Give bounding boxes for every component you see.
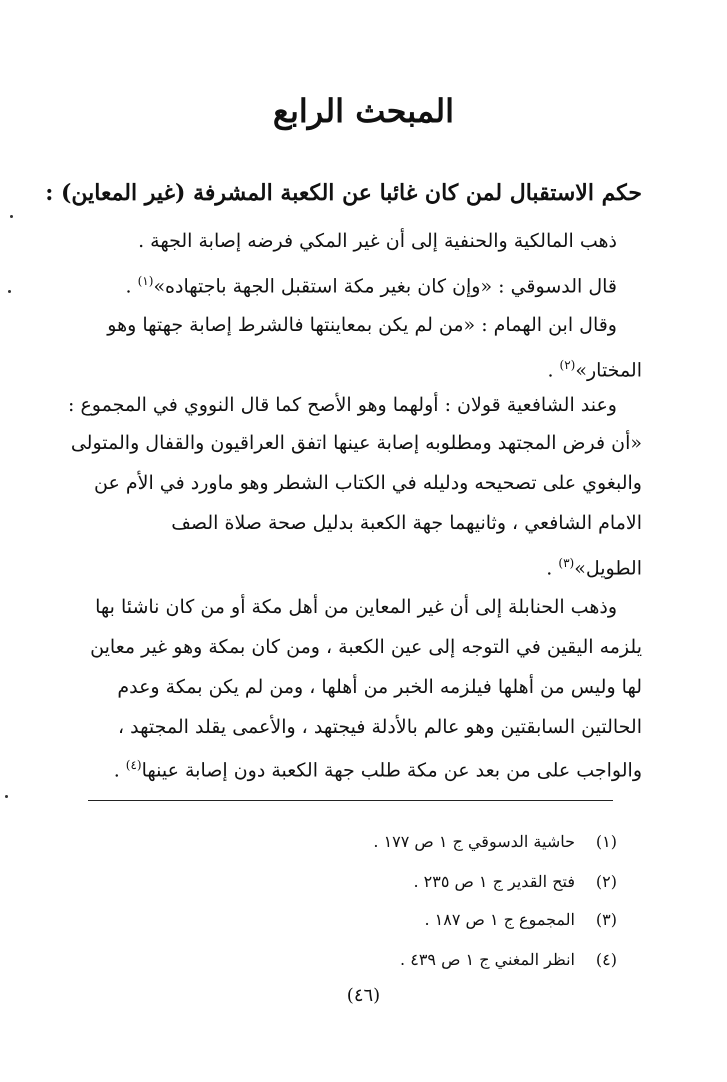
body-line-text: المختار» <box>575 359 642 382</box>
page-number: (٤٦) <box>346 985 381 1006</box>
footnote-text: انظر المغني ج ١ ص ٤٣٩ . <box>400 950 575 969</box>
body-line: وعند الشافعية قولان : أولهما وهو الأصح كما قال النووي في المجموع : <box>68 394 617 416</box>
body-line: والبغوي على تصحيحه ودليله في الكتاب الشطر وهو ماورد في الأم عن <box>94 472 642 494</box>
footnote <box>424 910 617 929</box>
body-line: وقال ابن الهمام : «من لم يكن بمعاينتها فالشرط إصابة جهتها وهو <box>107 314 617 336</box>
scan-speck <box>8 290 11 293</box>
body-line <box>80 268 617 299</box>
footnote <box>373 832 617 851</box>
body-line: «أن فرض المجتهد ومطلوبه إصابة عينها اتفق العراقيون والقفال والمتولى <box>70 432 642 454</box>
sentence-end: . <box>547 359 554 382</box>
body-line <box>80 550 642 581</box>
body-line: ذهب المالكية والحنفية إلى أن غير المكي فرضه إصابة الجهة . <box>138 230 617 252</box>
footnote-number: (١) <box>595 832 617 851</box>
body-line-text: قال الدسوقي : «وإن كان بغير مكة استقبل الجهة باجتهاده» <box>153 275 617 298</box>
body-line: الامام الشافعي ، وثانيهما جهة الكعبة بدليل صحة صلاة الصف <box>171 512 642 534</box>
footnote-text: حاشية الدسوقي ج ١ ص ١٧٧ . <box>373 832 575 851</box>
footnote-text: فتح القدير ج ١ ص ٢٣٥ . <box>413 872 575 891</box>
body-line-text: والواجب على من بعد عن مكة طلب جهة الكعبة دون إصابة عينها <box>141 759 642 782</box>
body-line <box>80 352 642 383</box>
body-line-text: الطويل» <box>574 557 642 580</box>
footnote <box>413 872 617 891</box>
footnote-number: (٤) <box>595 950 617 969</box>
footnote-text: المجموع ج ١ ص ١٨٧ . <box>424 910 575 929</box>
scan-speck <box>5 795 8 798</box>
body-line: الحالتين السابقتين وهو عالم بالأدلة فيجتهد ، والأعمى يقلد المجتهد ، <box>118 716 642 738</box>
sentence-end: . <box>125 275 132 298</box>
footnote-ref: (٣) <box>558 556 575 570</box>
scan-speck <box>10 215 13 218</box>
footnote-number: (٢) <box>595 872 617 891</box>
body-line: وذهب الحنابلة إلى أن غير المعاين من أهل مكة أو من كان ناشئا بها <box>95 596 617 618</box>
footnote-ref: (٢) <box>559 358 576 372</box>
section-title: المبحث الرابع <box>272 92 455 130</box>
footnote-number: (٣) <box>595 910 617 929</box>
footnote-separator <box>88 800 613 801</box>
section-heading: حكم الاستقبال لمن كان غائبا عن الكعبة المشرفة (غير المعاين) : <box>45 180 642 206</box>
body-line: يلزمه اليقين في التوجه إلى عين الكعبة ، ومن كان بمكة وهو غير معاين <box>90 636 642 658</box>
footnote-ref: (٤) <box>125 758 142 772</box>
body-line <box>80 752 642 783</box>
body-line: لها وليس من أهلها فيلزمه الخبر من أهلها ، ومن لم يكن بمكة وعدم <box>117 676 642 698</box>
footnote-ref: (١) <box>137 274 154 288</box>
footnote <box>400 950 617 969</box>
sentence-end: . <box>113 759 120 782</box>
sentence-end: . <box>546 557 553 580</box>
